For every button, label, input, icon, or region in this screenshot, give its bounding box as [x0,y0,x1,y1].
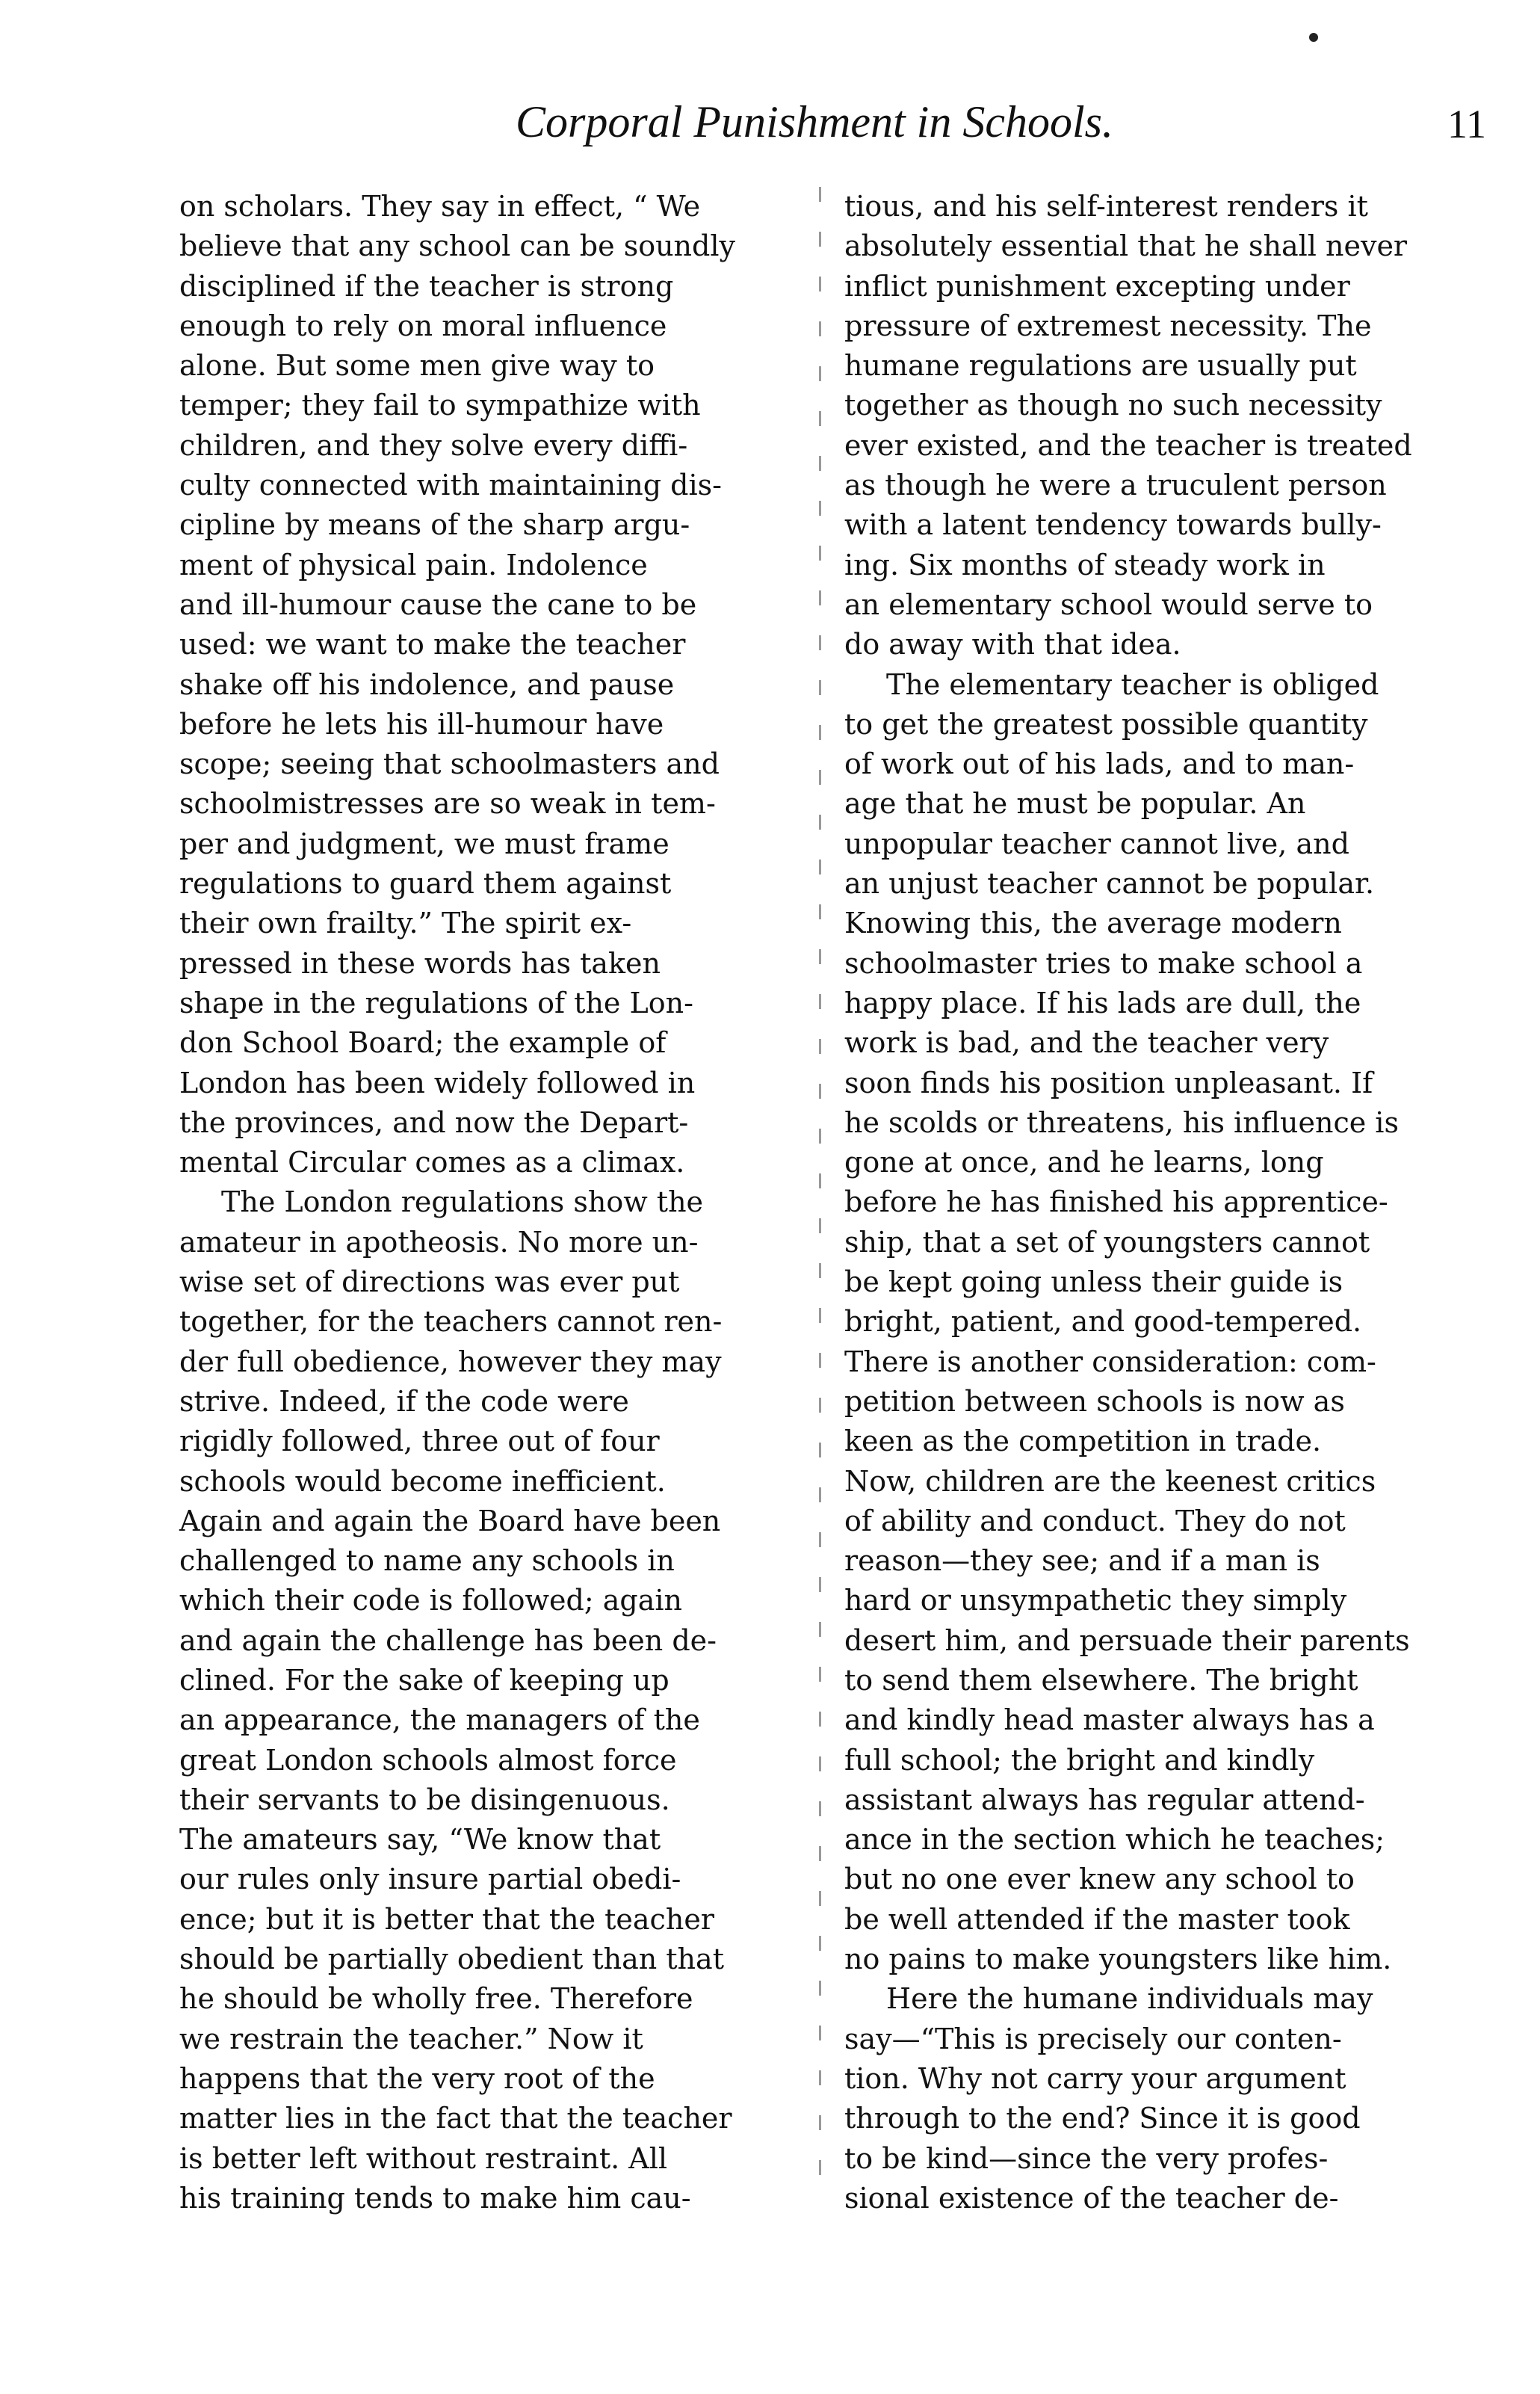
text-line: strive. Indeed, if the code were [179,1384,629,1418]
text-line: reason—they see; and if a man is [844,1544,1320,1578]
text-line: full school; the bright and kindly [844,1743,1315,1777]
text-line: as though he were a truculent person [844,469,1387,502]
text-line: is better left without restraint. All [179,2141,668,2175]
text-line: he scolds or threatens, his influence is [844,1105,1399,1139]
text-line: gone at once, and he learns, long [844,1146,1324,1179]
speck-mark [1309,33,1318,42]
text-line: to get the greatest possible quantity [844,707,1368,741]
text-line: ship, that a set of youngsters cannot [844,1225,1370,1259]
text-line: be kept going unless their guide is [844,1265,1343,1299]
text-line: There is another consideration: com- [844,1345,1376,1378]
text-line: regulations to guard them against [179,867,672,901]
text-line: ence; but it is better that the teacher [179,1902,714,1936]
text-line: believe that any school can be soundly [179,229,735,263]
text-line: schoolmistresses are so weak in tem- [179,787,716,821]
text-line: of work out of his lads, and to man- [844,747,1355,781]
text-line: hard or unsympathetic they simply [844,1584,1347,1617]
text-line: shake off his indolence, and pause [179,667,675,701]
text-line: disciplined if the teacher is strong [179,269,674,303]
text-line: our rules only insure partial obedi- [179,1863,681,1896]
text-line: Here the humane individuals may [886,1982,1373,2016]
text-line: through to the end? Since it is good [844,2102,1361,2135]
text-line: which their code is followed; again [179,1584,683,1617]
text-line: great London schools almost force [179,1743,677,1777]
text-line: scope; seeing that schoolmasters and [179,747,720,781]
page-number: 11 [1447,102,1486,146]
text-line: and kindly head master always has a [844,1703,1375,1737]
text-line: amateur in apotheosis. No more un- [179,1225,699,1259]
text-line: before he lets his ill-humour have [179,707,664,741]
text-line: to be kind—since the very profes- [844,2141,1329,2175]
text-line: ment of physical pain. Indolence [179,548,648,581]
text-line: used: we want to make the teacher [179,628,686,661]
text-line: The amateurs say, “We know that [179,1823,661,1857]
text-line: work is bad, and the teacher very [844,1026,1329,1060]
text-line: cipline by means of the sharp argu- [179,508,690,542]
text-line: tious, and his self-interest renders it [844,190,1368,223]
text-line: Knowing this, the average modern [844,907,1342,940]
text-line: bright, patient, and good-tempered. [844,1305,1362,1339]
text-line: culty connected with maintaining dis- [179,469,722,502]
text-line: of ability and conduct. They do not [844,1504,1346,1537]
text-line: tion. Why not carry your argument [844,2061,1346,2095]
text-line: The London regulations show the [221,1185,704,1219]
text-line: we restrain the teacher.” Now it [179,2022,643,2055]
text-line: sional existence of the teacher de- [844,2181,1339,2215]
right-column [844,187,1472,2218]
text-line: his training tends to make him cau- [179,2181,691,2215]
text-line: schoolmaster tries to make school a [844,946,1363,980]
text-line: the provinces, and now the Depart- [179,1105,689,1139]
text-line: children, and they solve every diffi- [179,428,688,462]
text-line: Now, children are the keenest critics [844,1464,1376,1498]
running-title: Corporal Punishment in Schools. [515,97,1113,146]
text-line: shape in the regulations of the Lon- [179,986,693,1019]
text-line: an elementary school would serve to [844,587,1373,621]
text-line: assistant always has regular attend- [844,1783,1365,1816]
text-line: an appearance, the managers of the [179,1703,700,1737]
text-line: an unjust teacher cannot be popular. [844,867,1375,901]
text-line: ing. Six months of steady work in [844,548,1326,581]
text-line: mental Circular comes as a climax. [179,1146,685,1179]
text-line: schools would become inefficient. [179,1464,666,1498]
text-line: rigidly followed, three out of four [179,1425,660,1458]
text-line: pressure of extremest necessity. The [844,309,1372,342]
left-column [179,187,807,2218]
text-line: enough to rely on moral influence [179,309,667,342]
text-line: but no one ever knew any school to [844,1863,1355,1896]
text-line: before he has finished his apprentice- [844,1185,1388,1219]
text-line: desert him, and persuade their parents [844,1623,1410,1657]
text-line: should be partially obedient than that [179,1943,724,1976]
text-line: petition between schools is now as [844,1384,1345,1418]
text-line: unpopular teacher cannot live, and [844,827,1349,860]
text-line: per and judgment, we must frame [179,827,670,860]
text-line: age that he must be popular. An [844,787,1306,821]
text-line: alone. But some men give way to [179,349,655,383]
text-line: clined. For the sake of keeping up [179,1663,670,1697]
text-line: no pains to make youngsters like him. [844,1943,1392,1976]
text-line: matter lies in the fact that the teacher [179,2102,732,2135]
text-line: on scholars. They say in effect, “ We [179,190,701,223]
column-divider [819,187,821,2190]
text-line: soon finds his position unpleasant. If [844,1066,1373,1099]
text-line: together as though no such necessity [844,389,1382,422]
text-line: do away with that idea. [844,628,1181,661]
text-line: Again and again the Board have been [179,1504,721,1537]
text-line: he should be wholly free. Therefore [179,1982,693,2016]
text-line: der full obedience, however they may [179,1345,722,1378]
text-line: inflict punishment excepting under [844,269,1350,303]
text-line: ance in the section which he teaches; [844,1823,1385,1857]
text-line: wise set of directions was ever put [179,1265,680,1299]
text-line: don School Board; the example of [179,1026,667,1060]
text-line: say—“This is precisely our conten- [844,2022,1342,2055]
text-line: be well attended if the master took [844,1902,1350,1936]
text-line: together, for the teachers cannot ren- [179,1305,723,1339]
text-line: with a latent tendency towards bully- [844,508,1382,542]
text-line: keen as the competition in trade. [844,1425,1322,1458]
text-line: ever existed, and the teacher is treated [844,428,1412,462]
text-line: their own frailty.” The spirit ex- [179,907,632,940]
text-line: happy place. If his lads are dull, the [844,986,1361,1019]
text-line: pressed in these words has taken [179,946,661,980]
text-line: The elementary teacher is obliged [886,667,1379,701]
text-line: happens that the very root of the [179,2061,655,2095]
text-line: and ill-humour cause the cane to be [179,587,697,621]
text-line: and again the challenge has been de- [179,1623,717,1657]
text-line: challenged to name any schools in [179,1544,675,1578]
text-line: temper; they fail to sympathize with [179,389,701,422]
text-line: absolutely essential that he shall never [844,229,1408,263]
text-line: to send them elsewhere. The bright [844,1663,1358,1697]
text-line: their servants to be disingenuous. [179,1783,670,1816]
text-line: humane regulations are usually put [844,349,1357,383]
text-line: London has been widely followed in [179,1066,696,1099]
